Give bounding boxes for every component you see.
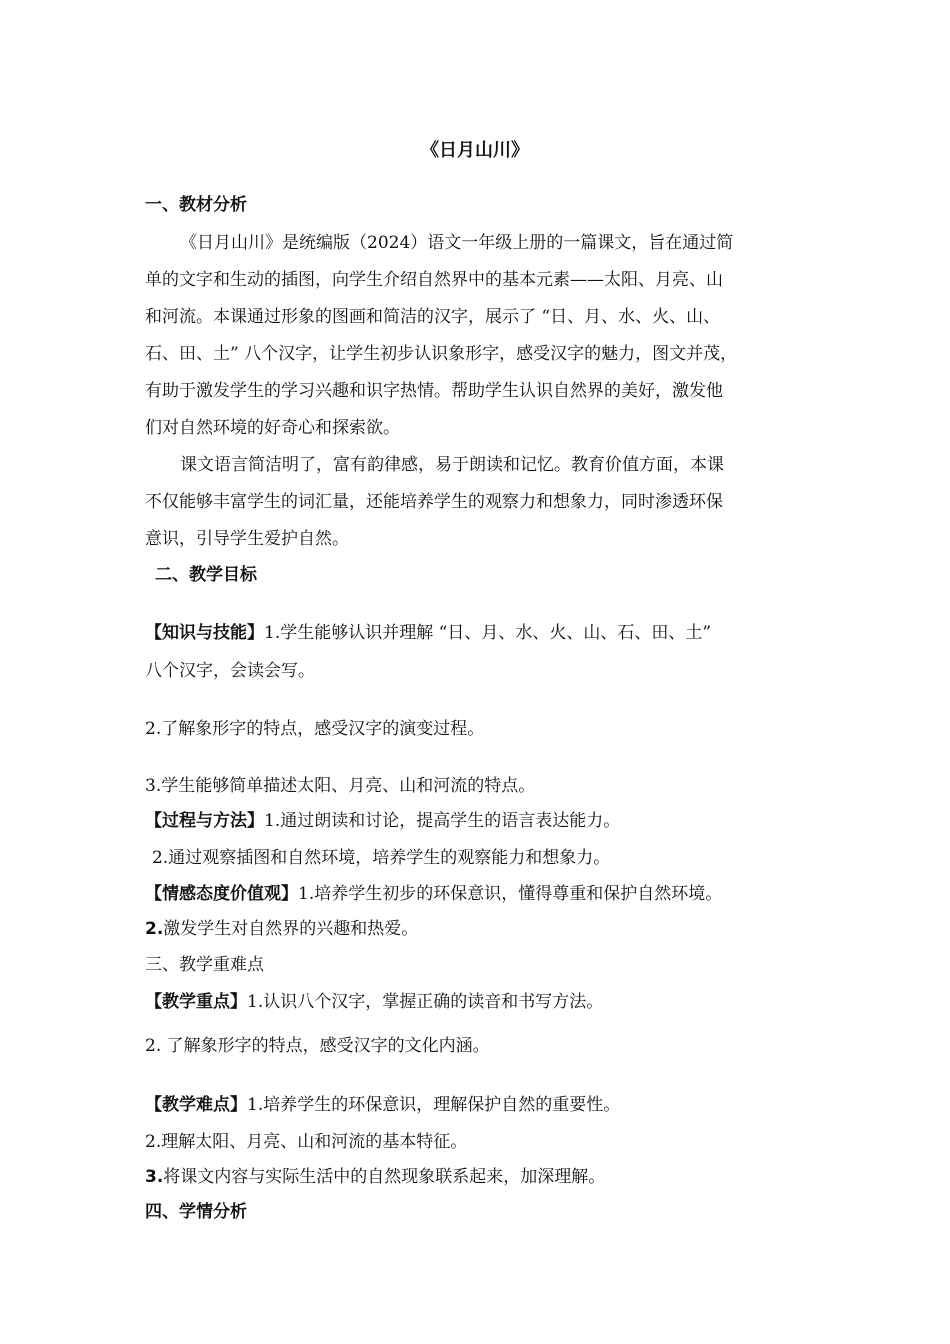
key-point-2: 2. 了解象形字的特点，感受汉字的文化内涵。 bbox=[145, 1036, 490, 1056]
paragraph-line: 有助于激发学生的学习兴趣和识字热情。帮助学生认识自然界的美好，激发他 bbox=[145, 381, 723, 401]
label-difficult-points: 【教学难点】 bbox=[145, 1095, 247, 1115]
goal-process-1 bbox=[145, 806, 620, 831]
goal-knowledge-line-2: 八个汉字，会读会写。 bbox=[145, 661, 315, 681]
goal-text: 1.通过朗读和讨论，提高学生的语言表达能力。 bbox=[264, 811, 621, 831]
section-heading-student-analysis: 四、学情分析 bbox=[145, 1202, 247, 1222]
goal-text: 1.学生能够认识并理解 “日、月、水、火、山、石、田、土” bbox=[264, 623, 712, 643]
difficult-point-1 bbox=[145, 1090, 620, 1115]
point-text: 1.培养学生的环保意识，理解保护自然的重要性。 bbox=[247, 1095, 621, 1115]
paragraph-line: 课文语言简洁明了，富有韵律感，易于朗读和记忆。教育价值方面，本课 bbox=[180, 455, 724, 475]
paragraph-line: 《日月山川》是统编版（2024）语文一年级上册的一篇课文，旨在通过简 bbox=[180, 233, 734, 253]
goal-process-2: 2.通过观察插图和自然环境，培养学生的观察能力和想象力。 bbox=[152, 848, 611, 868]
goal-knowledge-line-1 bbox=[145, 618, 711, 643]
list-number: 2. bbox=[145, 919, 164, 939]
difficult-point-3 bbox=[145, 1162, 605, 1187]
paragraph-line: 单的文字和生动的插图，向学生介绍自然界中的基本元素——太阳、月亮、山 bbox=[145, 270, 723, 290]
label-knowledge-skills: 【知识与技能】 bbox=[145, 623, 264, 643]
point-text: 将课文内容与实际生活中的自然现象联系起来，加深理解。 bbox=[163, 1167, 606, 1187]
key-point-1 bbox=[145, 987, 603, 1012]
goal-text: 1.培养学生初步的环保意识，懂得尊重和保护自然环境。 bbox=[298, 884, 723, 904]
section-heading-key-difficult-points: 三、教学重难点 bbox=[145, 955, 264, 975]
goal-emotion-2 bbox=[145, 914, 418, 939]
point-text: 1.认识八个汉字，掌握正确的读音和书写方法。 bbox=[247, 992, 604, 1012]
label-emotion-values: 【情感态度价值观】 bbox=[145, 884, 298, 904]
paragraph-line: 们对自然环境的好奇心和探索欲。 bbox=[145, 418, 400, 438]
document-title: 《日月山川》 bbox=[421, 140, 529, 161]
paragraph-line: 不仅能够丰富学生的词汇量，还能培养学生的观察力和想象力，同时渗透环保 bbox=[145, 492, 723, 512]
difficult-point-2: 2.理解太阳、月亮、山和河流的基本特征。 bbox=[145, 1132, 468, 1152]
goal-text: 激发学生对自然界的兴趣和热爱。 bbox=[163, 919, 419, 939]
paragraph-line: 意识，引导学生爱护自然。 bbox=[145, 529, 349, 549]
paragraph-line: 石、田、土” 八个汉字，让学生初步认识象形字，感受汉字的魅力，图文并茂， bbox=[145, 344, 738, 364]
label-process-methods: 【过程与方法】 bbox=[145, 811, 264, 831]
goal-knowledge-2: 2.了解象形字的特点，感受汉字的演变过程。 bbox=[145, 719, 485, 739]
section-heading-teaching-goals: 二、教学目标 bbox=[155, 565, 257, 585]
list-number: 3. bbox=[145, 1167, 164, 1187]
paragraph-line: 和河流。本课通过形象的图画和简洁的汉字，展示了 “日、月、水、火、山、 bbox=[145, 307, 721, 327]
goal-knowledge-3: 3.学生能够简单描述太阳、月亮、山和河流的特点。 bbox=[145, 776, 536, 796]
label-key-points: 【教学重点】 bbox=[145, 992, 247, 1012]
section-heading-textbook-analysis: 一、教材分析 bbox=[145, 195, 247, 215]
goal-emotion-1 bbox=[145, 879, 722, 904]
